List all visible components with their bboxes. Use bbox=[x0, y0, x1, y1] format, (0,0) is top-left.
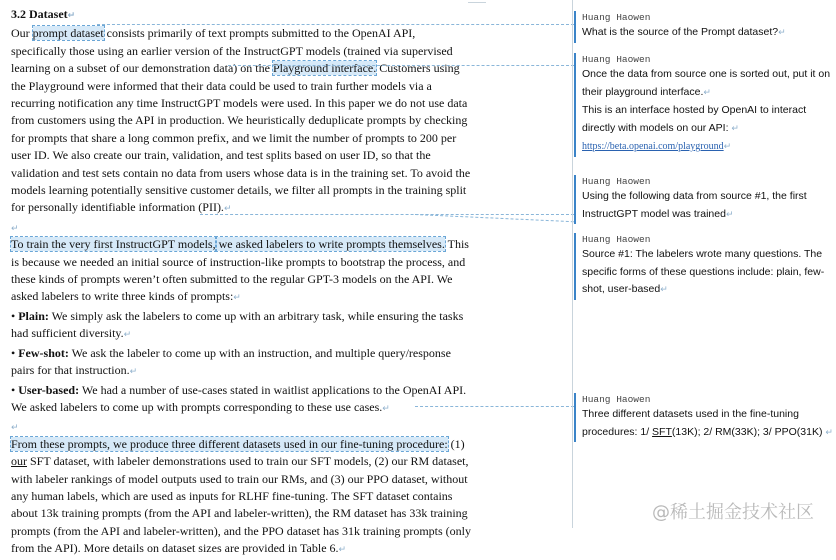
comment-connector-1 bbox=[97, 24, 574, 25]
pilcrow-mark: ↵ bbox=[233, 293, 241, 304]
section-heading bbox=[11, 6, 471, 25]
comment-1[interactable] bbox=[574, 11, 836, 43]
comment-author: Huang Haowen bbox=[582, 54, 651, 65]
comment-pane-divider bbox=[572, 0, 573, 528]
comment-2[interactable]: Huang Haowen Once the data from source one is sorted out, put it on their playground interface.↵ This is an interface hosted by OpenAI to interact directly with models on our API: ↵ https://beta.openai.com/playground↵ bbox=[574, 53, 836, 157]
paragraph-three-datasets: From these prompts, we produce three different datasets used in our fine-tuning procedure: (1) our SFT dataset, with labeler demonstrations used to train our SFT models, (2) our RM dataset, with labeler rankings of model outputs used to train our RMs, and (3) our PPO dataset, without any human labels, which are used as inputs for RLHF fine-tuning. The SFT dataset contains about 13k training prompts (from the API and labeler-written), the RM dataset has 33k training prompts (from the API and labeler-written), and the PPO dataset has 31k training prompts (only from the API). More details on dataset sizes are provided in Table 6.↵ bbox=[11, 436, 472, 556]
comment-text: Source #1: The labelers wrote many questions. The specific forms of these questions include: plain, few-shot, user-based↵ bbox=[582, 248, 825, 295]
comment-connector-3 bbox=[200, 214, 574, 215]
document-body bbox=[11, 6, 471, 560]
comment-author: Huang Haowen bbox=[582, 12, 651, 23]
highlight-playground-interface[interactable]: Playground interface. bbox=[272, 61, 377, 76]
highlight-labelers-write-prompts[interactable]: we asked labelers to write prompts themselves. bbox=[215, 237, 445, 252]
pilcrow-mark: ↵ bbox=[11, 423, 19, 434]
comment-author: Huang Haowen bbox=[582, 394, 651, 405]
bullet-item-user-based: • User-based: We had a number of use-cases stated in waitlist applications to the OpenAI API. We asked labelers to come up with prompts corresponding to these use cases.↵ bbox=[11, 382, 467, 414]
comment-text: What is the source of the Prompt dataset?↵ bbox=[582, 26, 786, 38]
highlight-three-datasets[interactable]: From these prompts, we produce three different datasets used in our fine-tuning procedure: bbox=[11, 436, 448, 451]
pilcrow-mark: ↵ bbox=[123, 330, 132, 341]
watermark: @稀土掘金技术社区 bbox=[652, 502, 814, 523]
bullet-item-plain: • Plain: We simply ask the labelers to come up with an arbitrary task, while ensuring the tasks had sufficient diversity.↵ bbox=[11, 308, 464, 341]
pilcrow-mark: ↵ bbox=[338, 545, 347, 556]
comment-3[interactable] bbox=[574, 175, 836, 224]
page-corner-mark bbox=[468, 2, 486, 3]
playground-link[interactable]: https://beta.openai.com/playground bbox=[582, 141, 724, 152]
highlight-first-instructgpt[interactable]: To train the very first InstructGPT models, bbox=[11, 237, 216, 252]
pilcrow-mark: ↵ bbox=[11, 223, 19, 234]
comment-text: Using the following data from source #1, the first InstructGPT model was trained↵ bbox=[582, 190, 807, 220]
bullet-item-few-shot: • Few-shot: We ask the labeler to come up with an instruction, and multiple query/response pairs for that instruction.↵ bbox=[11, 345, 451, 378]
pilcrow-mark: ↵ bbox=[129, 367, 138, 378]
comment-5[interactable] bbox=[574, 393, 836, 442]
comment-connector-2 bbox=[228, 65, 574, 66]
comment-text-2: This is an interface hosted by OpenAI to interact directly with models on our API: ↵ bbox=[582, 104, 807, 134]
comment-4[interactable] bbox=[574, 233, 836, 300]
comment-text: Three different datasets used in the fine-tuning procedures: 1/ SFT(13K); 2/ RM(33K); 3/ PPO(31K) ↵ bbox=[582, 408, 833, 438]
comment-connector-5 bbox=[415, 406, 574, 407]
highlight-prompt-dataset[interactable]: prompt dataset bbox=[32, 26, 104, 41]
pilcrow-mark: ↵ bbox=[382, 403, 390, 414]
comment-author: Huang Haowen bbox=[582, 176, 651, 187]
paragraph-prompt-dataset: Our prompt dataset consists primarily of text prompts submitted to the OpenAI API, specifically those using an earlier version of the InstructGPT models (trained via supervised learning on a subset of our demonstration data) on the Playground interface. Customers using the Playground were informed that their data could be used to train further models via a recurring notification any time InstructGPT models were used. In this paper we do not use data from customers using the API in production. We heuristically deduplicate prompts by checking for prompts that share a long common prefix, and we limit the number of prompts to 200 per user ID. We also create our train, validation, and test splits based on user ID, so that the validation and test sets contain no data from users whose data is in the training set. To avoid the models learning potentially sensitive customer details, we filter all prompts in the training split for personally identifiable information (PII).↵ bbox=[11, 26, 471, 215]
comment-text: Once the data from source one is sorted out, put it on their playground interface.↵ bbox=[582, 68, 831, 98]
paragraph-labeler-prompts: To train the very first InstructGPT models, we asked labelers to write prompts themselves. This is because we needed an initial source of instruction-like prompts to bootstrap the process, and these kinds of prompts weren’t often submitted to the regular GPT-3 models on the API. We asked labelers to write three kinds of prompts:↵ bbox=[11, 237, 469, 304]
pilcrow-mark: ↵ bbox=[67, 11, 76, 21]
section-heading-text: 3.2 Dataset bbox=[11, 7, 68, 21]
pilcrow-mark: ↵ bbox=[223, 204, 232, 215]
comment-author: Huang Haowen bbox=[582, 234, 651, 245]
